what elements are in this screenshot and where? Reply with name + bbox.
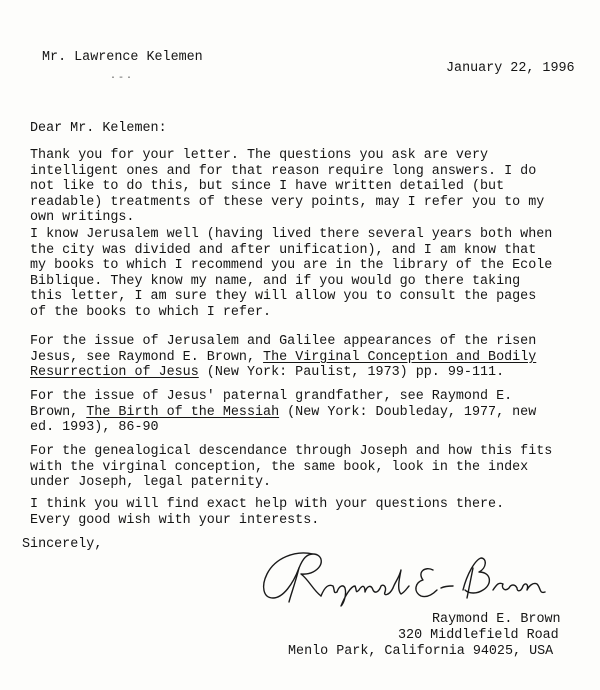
paragraph-1 <box>30 148 590 226</box>
paragraph-line: For the issue of Jerusalem and Galilee appearances of the risen <box>30 334 537 349</box>
paragraph-line: Resurrection of Jesus (New York: Paulist, 1973) pp. 99-111. <box>30 365 505 381</box>
paragraph-3 <box>30 334 590 381</box>
paragraph-line: Biblique. They know my name, and if you would go there taking <box>30 273 521 289</box>
paragraph-line: not like to do this, but since I have written detailed (but <box>30 179 505 195</box>
paragraph-line: For the genealogical descendance through Joseph and how this fits <box>30 444 553 459</box>
handwritten-signature <box>255 540 555 610</box>
salutation: Dear Mr. Kelemen: <box>30 121 167 136</box>
paragraph-line: the city was divided and after unification), and I am know that <box>30 242 537 258</box>
paragraph-line: ed. 1993), 86-90 <box>30 420 159 436</box>
book-title: The Virginal Conception and Bodily <box>263 349 537 365</box>
paragraph-line: intelligent ones and for that reason require long answers. I do <box>30 163 537 179</box>
paragraph-line: I know Jerusalem well (having lived there several years both when <box>30 227 553 242</box>
paragraph-line: Thank you for your letter. The questions you ask are very <box>30 148 489 163</box>
book-title: The Birth of the Messiah <box>86 404 280 420</box>
paragraph-line: own writings. <box>30 210 135 226</box>
paragraph-line: Jesus, see Raymond E. Brown, The Virginal Conception and Bodily <box>30 349 537 365</box>
paragraph-line: readable) treatments of these very points, may I refer you to my <box>30 194 545 210</box>
paper-speck: ·-· <box>110 73 135 84</box>
paragraph-line: this letter, I am sure they will allow you to consult the pages <box>30 289 537 305</box>
paragraph-line: of the books to which I refer. <box>30 304 272 320</box>
sender-city: Menlo Park, California 94025, USA <box>288 644 554 659</box>
recipient-name: Mr. Lawrence Kelemen <box>42 50 203 65</box>
paragraph-line: under Joseph, legal paternity. <box>30 475 272 491</box>
sender-street: 320 Middlefield Road <box>398 628 559 643</box>
paragraph-6 <box>30 497 590 528</box>
paragraph-line: with the virginal conception, the same book, look in the index <box>30 459 529 475</box>
sender-name: Raymond E. Brown <box>432 612 561 627</box>
paragraph-4 <box>30 389 590 436</box>
paragraph-5 <box>30 444 590 491</box>
paragraph-line: my books to which I recommend you are in the library of the Ecole <box>30 258 553 274</box>
paragraph-line: Brown, The Birth of the Messiah (New York: Doubleday, 1977, new <box>30 404 537 420</box>
book-title: Resurrection of Jesus <box>30 365 199 381</box>
letter-date: January 22, 1996 <box>446 61 575 76</box>
paragraph-2 <box>30 227 590 321</box>
paragraph-line: Every good wish with your interests. <box>30 512 320 528</box>
closing: Sincerely, <box>22 537 103 552</box>
paragraph-line: For the issue of Jesus' paternal grandfather, see Raymond E. <box>30 389 513 404</box>
paragraph-line: I think you will find exact help with your questions there. <box>30 497 505 512</box>
